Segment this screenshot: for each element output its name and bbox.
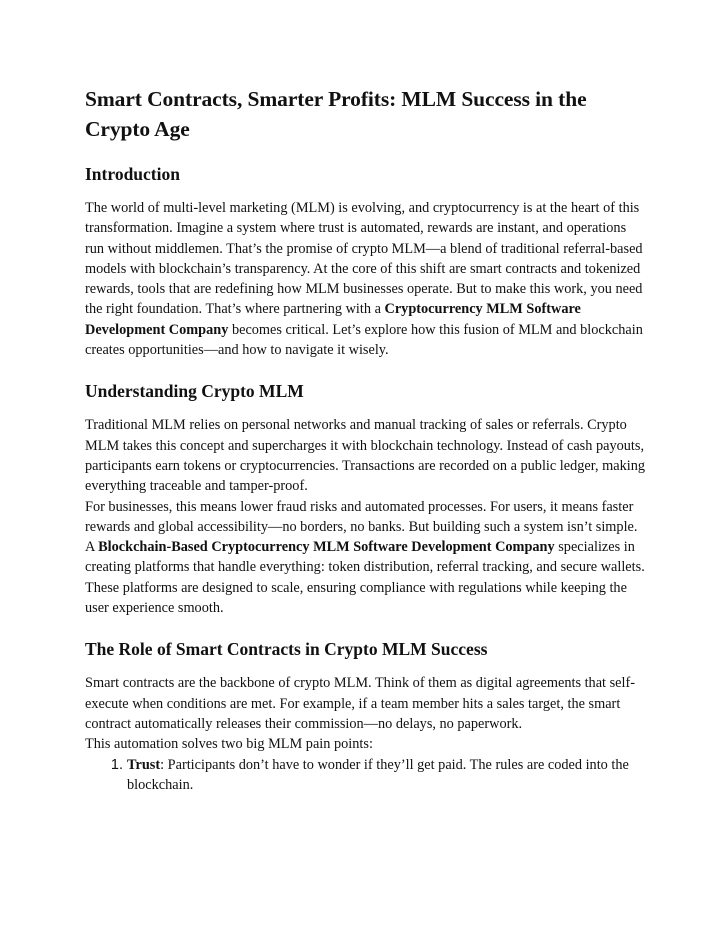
paragraph xyxy=(85,198,645,360)
list-item xyxy=(127,755,645,796)
section-heading: Understanding Crypto MLM xyxy=(85,381,304,402)
section-heading: The Role of Smart Contracts in Crypto MLM Success xyxy=(85,639,488,660)
numbered-list xyxy=(85,755,645,796)
section-heading: Introduction xyxy=(85,164,180,184)
section-introduction xyxy=(85,162,645,360)
text-run: For businesses, this means lower fraud risks and automated processes. For users, it means faster rewards and global accessibility—no borders, no banks. But building such a system isn’t simple. A xyxy=(85,498,638,556)
list-item-term: Trust xyxy=(127,756,161,773)
paragraph xyxy=(85,497,645,619)
bold-link-text: Cryptocurrency MLM Software Development Company xyxy=(85,301,581,338)
text-run: specializes in creating platforms that handle everything: token distribution, referral tracking, and secure wallets. These platforms are designed to scale, ensuring compliance with regulations while keeping the user experience smooth. xyxy=(85,539,645,617)
paragraph: Smart contracts are the backbone of crypto MLM. Think of them as digital agreements that self-execute when conditions are met. For example, if a team member hits a sales target, the smart contract automatically releases their commission—no delays, no paperwork. xyxy=(85,675,635,732)
paragraph: This automation solves two big MLM pain points: xyxy=(85,736,373,753)
document-page xyxy=(85,84,645,814)
list-item-text: : Participants don’t have to wonder if they’ll get paid. The rules are coded into the blockchain. xyxy=(127,756,629,793)
text-run: The world of multi-level marketing (MLM) is evolving, and cryptocurrency is at the heart of this transformation. Imagine a system where trust is automated, rewards are instant, and operations run without middlemen. That’s the promise of crypto MLM—a blend of traditional referral-based models with blockchain’s transparency. At the core of this shift are smart contracts and tokenized rewards, tools that are redefining how MLM businesses operate. But to make this work, you need the right foundation. That’s where partnering with a xyxy=(85,200,643,318)
section-smart-contracts xyxy=(85,637,645,795)
document-title: Smart Contracts, Smarter Profits: MLM Success in the Crypto Age xyxy=(85,87,587,141)
text-run: becomes critical. Let’s explore how this fusion of MLM and blockchain creates opportunities—and how to navigate it wisely. xyxy=(85,321,643,359)
section-understanding-crypto-mlm xyxy=(85,379,645,618)
paragraph: Traditional MLM relies on personal networks and manual tracking of sales or referrals. Crypto MLM takes this concept and supercharges it with blockchain technology. Instead of cash payouts, participants earn tokens or cryptocurrencies. Transactions are recorded on a public ledger, making everything traceable and tamper-proof. xyxy=(85,417,645,495)
bold-link-text: Blockchain-Based Cryptocurrency MLM Software Development Company xyxy=(98,539,555,556)
